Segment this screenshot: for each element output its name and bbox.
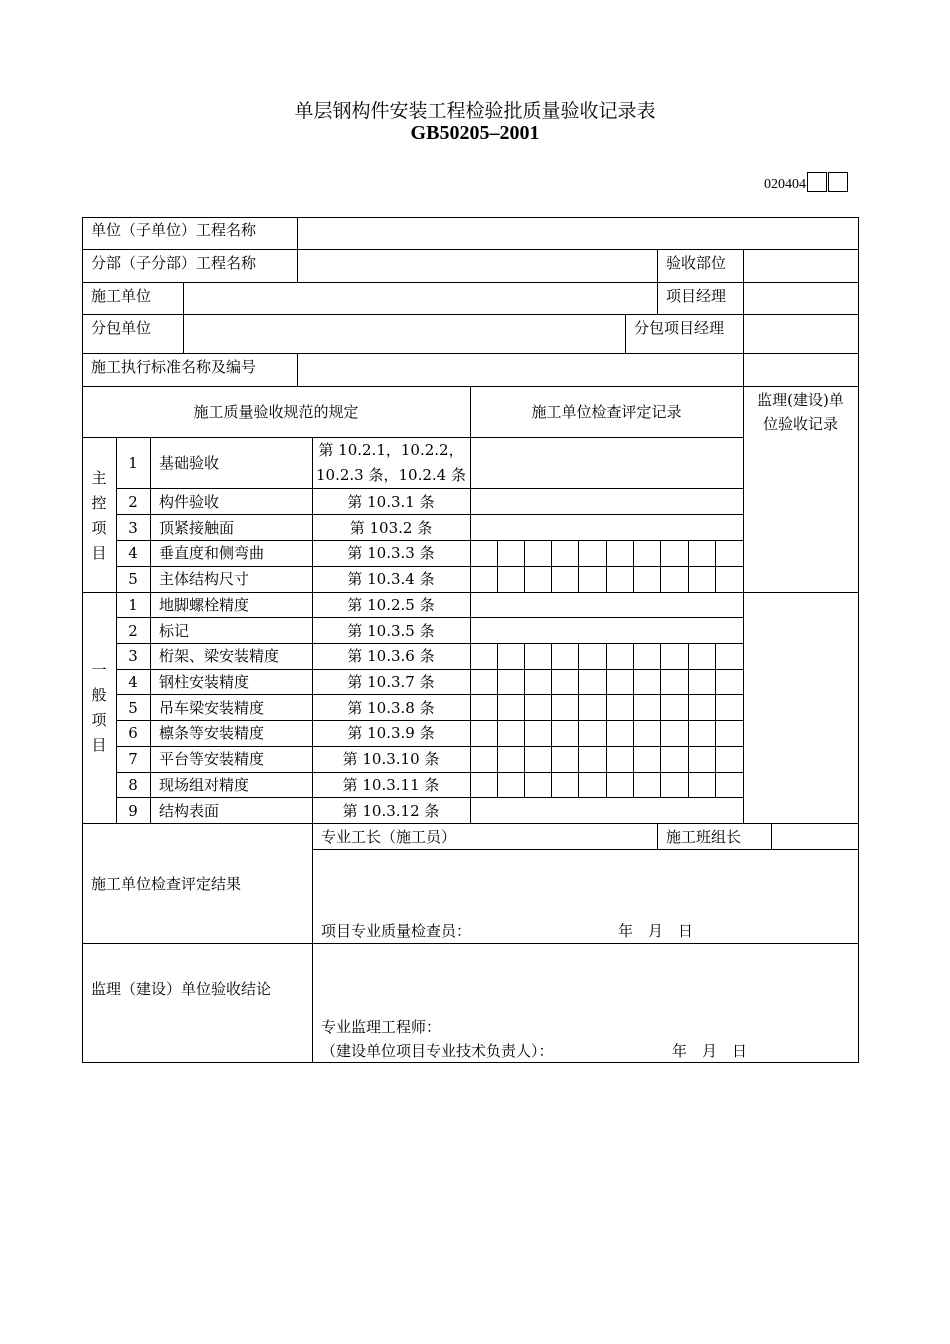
general-item-name: 地脚螺栓精度 xyxy=(159,596,250,614)
general-group-char-1: 一 xyxy=(91,661,107,679)
col-record: 施工单位检查评定记录 xyxy=(531,403,682,421)
grid-line xyxy=(470,386,471,824)
grid-line xyxy=(183,282,184,354)
grid-line xyxy=(524,643,525,798)
grid-line xyxy=(743,249,744,438)
grid-line xyxy=(633,540,634,593)
label-acceptance-part: 验收部位 xyxy=(666,254,727,272)
main-item-no: 1 xyxy=(128,454,138,472)
main-item-no: 3 xyxy=(128,519,138,537)
grid-line xyxy=(82,823,859,824)
general-item-clause: 第 10.3.7 条 xyxy=(347,673,435,691)
general-item-no: 1 xyxy=(128,596,138,614)
general-item-no: 3 xyxy=(128,647,138,665)
general-item-clause: 第 10.3.8 条 xyxy=(347,699,435,717)
conclusion-date: 年 月 日 xyxy=(672,1042,748,1060)
grid-line xyxy=(116,797,744,798)
general-item-name: 标记 xyxy=(159,622,190,640)
grid-line xyxy=(116,643,744,644)
label-project-manager: 项目经理 xyxy=(666,287,727,305)
grid-line xyxy=(116,669,744,670)
label-unit-project: 单位（子单位）工程名称 xyxy=(91,221,257,239)
grid-line xyxy=(116,566,744,567)
col-supervision-2: 位验收记录 xyxy=(762,415,838,433)
grid-line xyxy=(858,217,859,1063)
code-box-1[interactable] xyxy=(807,172,827,192)
label-standard-name: 施工执行标准名称及编号 xyxy=(91,358,257,376)
label-owner-rep: （建设单位项目专业技术负责人）： xyxy=(321,1042,554,1060)
main-item-name: 主体结构尺寸 xyxy=(159,570,250,588)
grid-line xyxy=(116,488,744,489)
main-item-name: 垂直度和侧弯曲 xyxy=(159,544,265,562)
grid-line xyxy=(116,720,744,721)
grid-line xyxy=(116,694,744,695)
grid-line xyxy=(82,437,744,438)
general-item-name: 桁架、梁安装精度 xyxy=(159,647,280,665)
grid-line xyxy=(524,540,525,593)
general-item-no: 5 xyxy=(128,699,138,717)
general-item-clause: 第 10.3.9 条 xyxy=(347,724,435,742)
grid-line xyxy=(497,643,498,798)
general-group-char-4: 目 xyxy=(91,736,107,754)
general-item-name: 现场组对精度 xyxy=(159,776,250,794)
general-item-clause: 第 10.3.5 条 xyxy=(347,622,435,640)
grid-line xyxy=(116,514,744,515)
label-sub-project: 分部（子分部）工程名称 xyxy=(91,254,257,272)
col-supervision-1: 监理(建设)单 xyxy=(757,391,844,409)
general-item-clause: 第 10.3.10 条 xyxy=(342,750,440,768)
grid-line xyxy=(82,217,83,1063)
general-group-char-3: 项 xyxy=(91,711,107,729)
label-team-leader: 施工班组长 xyxy=(666,828,742,846)
general-item-no: 9 xyxy=(128,802,138,820)
grid-line xyxy=(578,643,579,798)
main-item-clause-line1: 第 10.2.1，10.2.2， xyxy=(318,441,464,459)
grid-line xyxy=(116,540,744,541)
label-result: 施工单位检查评定结果 xyxy=(91,875,242,893)
grid-line xyxy=(660,540,661,593)
result-date: 年 月 日 xyxy=(618,922,694,940)
grid-line xyxy=(312,849,859,850)
general-item-clause: 第 10.3.11 条 xyxy=(342,776,440,794)
label-subcontract-unit: 分包单位 xyxy=(91,319,152,337)
general-item-name: 平台等安装精度 xyxy=(159,750,265,768)
grid-line xyxy=(551,540,552,593)
grid-line xyxy=(771,823,772,850)
label-inspector: 项目专业质量检查员： xyxy=(321,922,472,940)
main-group-char-4: 目 xyxy=(91,544,107,562)
grid-line xyxy=(497,540,498,593)
grid-line xyxy=(82,943,859,944)
grid-line xyxy=(150,437,151,824)
general-item-name: 吊车梁安装精度 xyxy=(159,699,265,717)
grid-line xyxy=(633,643,634,798)
grid-line xyxy=(82,217,859,218)
main-group-char-3: 项 xyxy=(91,519,107,537)
form-title: 单层钢构件安装工程检验批质量验收记录表 xyxy=(294,100,656,122)
grid-line xyxy=(297,217,298,283)
general-item-name: 钢柱安装精度 xyxy=(159,673,250,691)
grid-line xyxy=(116,746,744,747)
grid-line xyxy=(715,540,716,593)
main-item-name: 基础验收 xyxy=(159,454,220,472)
main-item-name: 顶紧接触面 xyxy=(159,519,235,537)
general-item-no: 2 xyxy=(128,622,138,640)
main-item-clause: 第 10.3.1 条 xyxy=(347,493,435,511)
main-item-no: 5 xyxy=(128,570,138,588)
main-item-clause: 第 103.2 条 xyxy=(349,519,433,537)
grid-line xyxy=(660,643,661,798)
col-spec: 施工质量验收规范的规定 xyxy=(193,403,359,421)
grid-line xyxy=(116,617,744,618)
general-group-char-2: 般 xyxy=(91,686,107,704)
grid-line xyxy=(297,353,298,387)
label-engineer: 专业监理工程师： xyxy=(321,1018,442,1036)
main-item-name: 构件验收 xyxy=(159,493,220,511)
grid-line xyxy=(606,540,607,593)
code-box-2[interactable] xyxy=(828,172,848,192)
grid-line xyxy=(688,643,689,798)
label-foreman: 专业工长（施工员） xyxy=(321,828,457,846)
grid-line xyxy=(657,249,658,315)
general-item-no: 8 xyxy=(128,776,138,794)
grid-line xyxy=(715,643,716,798)
general-item-clause: 第 10.2.5 条 xyxy=(347,596,435,614)
grid-line xyxy=(551,643,552,798)
main-item-clause: 第 10.3.3 条 xyxy=(347,544,435,562)
general-item-name: 檩条等安装精度 xyxy=(159,724,265,742)
grid-line xyxy=(116,772,744,773)
general-item-no: 7 xyxy=(128,750,138,768)
main-item-no: 2 xyxy=(128,493,138,511)
general-item-clause: 第 10.3.6 条 xyxy=(347,647,435,665)
general-item-name: 结构表面 xyxy=(159,802,220,820)
general-item-no: 6 xyxy=(128,724,138,742)
general-item-no: 4 xyxy=(128,673,138,691)
grid-line xyxy=(606,643,607,798)
label-conclusion: 监理（建设）单位验收结论 xyxy=(91,980,272,998)
main-group-char-2: 控 xyxy=(91,494,107,512)
grid-line xyxy=(657,823,658,850)
grid-line xyxy=(743,437,744,824)
grid-line xyxy=(625,314,626,354)
main-group-char-1: 主 xyxy=(91,469,107,487)
grid-line xyxy=(688,540,689,593)
label-construction-unit: 施工单位 xyxy=(91,287,152,305)
main-item-no: 4 xyxy=(128,544,138,562)
main-item-clause-line2: 10.2.3 条，10.2.4 条 xyxy=(316,466,466,484)
form-code: 020404 xyxy=(764,172,848,193)
grid-line xyxy=(578,540,579,593)
grid-line xyxy=(82,1062,859,1063)
standard-code: GB50205–2001 xyxy=(410,122,540,144)
main-item-clause: 第 10.3.4 条 xyxy=(347,570,435,588)
general-item-clause: 第 10.3.12 条 xyxy=(342,802,440,820)
label-subcontract-manager: 分包项目经理 xyxy=(634,319,725,337)
